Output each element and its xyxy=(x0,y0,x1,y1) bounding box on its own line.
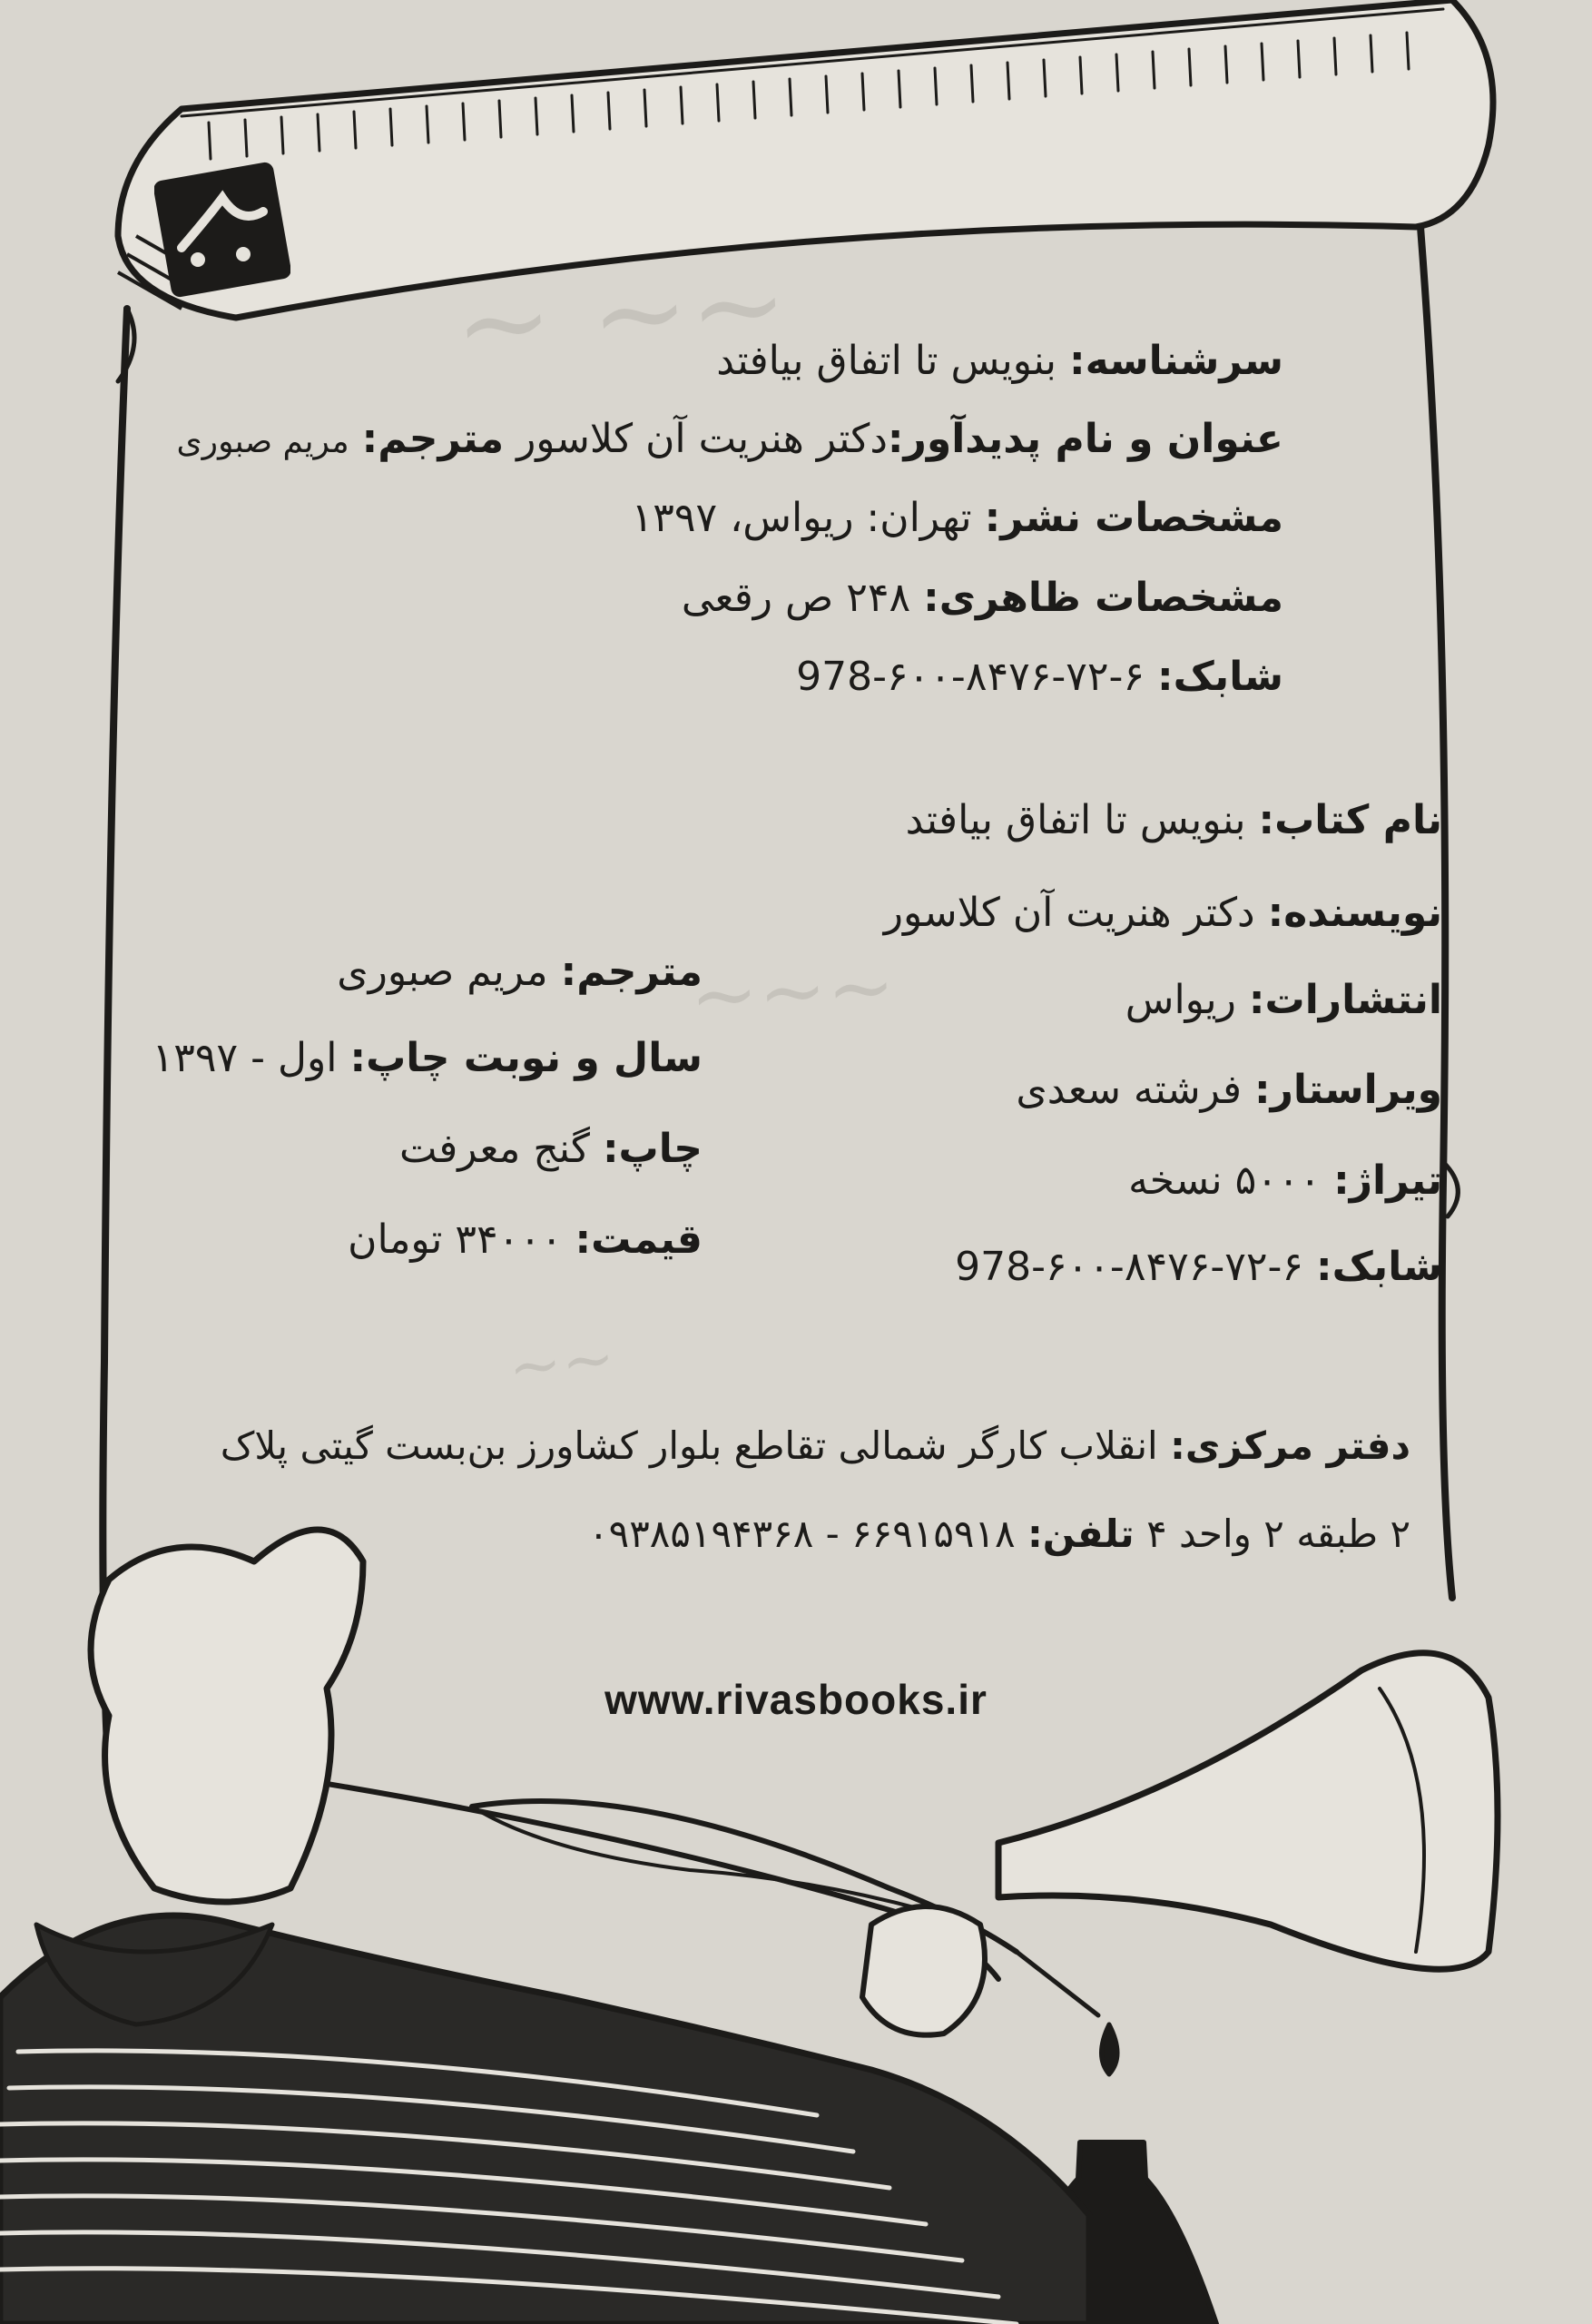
office-address: دفتر مرکزی: انقلاب کارگر شمالی تقاطع بلوار کشاورز بن‌بست گیتی پلاک xyxy=(220,1423,1410,1468)
handwriting-mark: ~~ xyxy=(505,1320,619,1405)
book-editor: ویراستار: فرشته سعدی xyxy=(1016,1067,1442,1113)
book-translator: مترجم: مریم صبوری xyxy=(337,949,703,995)
book-print: چاپ: گنج معرفت xyxy=(399,1126,703,1172)
book-isbn: شابک: ۶-۷۲-۸۴۷۶-۶۰۰-978 xyxy=(955,1244,1442,1290)
book-author: نویسنده: دکتر هنریت آن کلاسور xyxy=(883,890,1442,936)
handwriting-mark: ~ ~~ xyxy=(449,233,792,395)
catalog-title: عنوان و نام پدیدآور:دکتر هنریت آن کلاسور مترجم: مریم صبوری xyxy=(176,416,1283,462)
book-edition: سال و نوبت چاپ: اول - ۱۳۹۷ xyxy=(152,1035,703,1081)
website-link[interactable]: www.rivasbooks.ir xyxy=(604,1676,988,1723)
book-circulation: تیراژ: ۵۰۰۰ نسخه xyxy=(1128,1157,1442,1204)
catalog-physical: مشخصات ظاهری: ۲۴۸ ص رقعی xyxy=(681,575,1283,621)
office-phone: ۲ طبقه ۲ واحد ۴ تلفن: ۶۶۹۱۵۹۱۸ - ۰۹۳۸۵۱۹۴۳۶۸ xyxy=(588,1512,1410,1556)
book-publisher: انتشارات: ریواس xyxy=(1125,977,1442,1023)
catalog-heading: سرشناسه: بنویس تا اتفاق بیافتد xyxy=(716,338,1283,384)
catalog-isbn: شابک: ۶-۷۲-۸۴۷۶-۶۰۰-978 xyxy=(796,654,1283,700)
handwriting-mark: ~~~ xyxy=(687,939,898,1045)
book-name: نام کتاب: بنویس تا اتفاق بیافتد xyxy=(905,797,1442,843)
catalog-publication: مشخصات نشر: تهران: ریواس، ۱۳۹۷ xyxy=(631,495,1283,541)
rivas-publisher-logo-icon xyxy=(154,162,290,298)
book-price: قیمت: ۳۴۰۰۰ تومان xyxy=(348,1216,703,1263)
